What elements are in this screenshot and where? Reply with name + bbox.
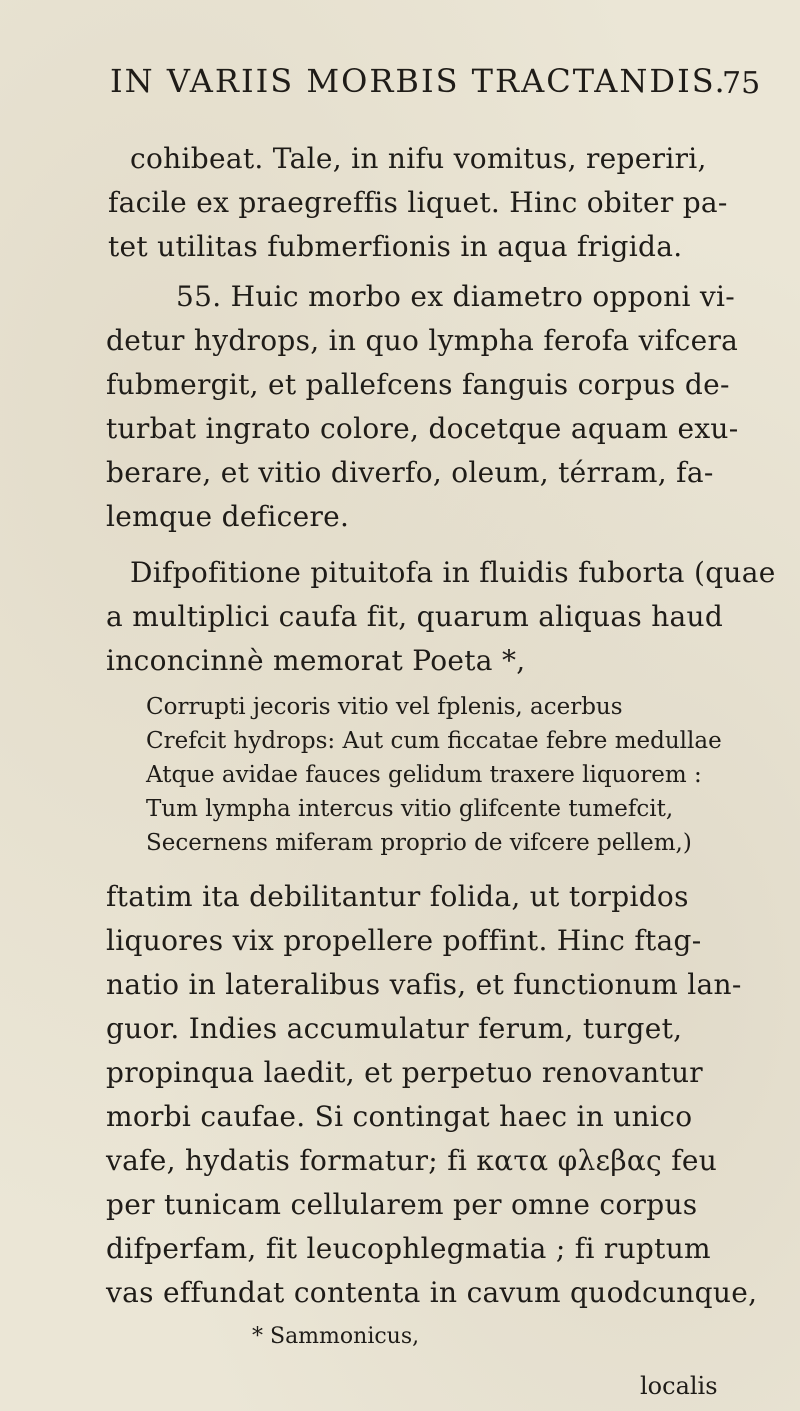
text-line: fubmergit, et pallefcens fanguis corpus de- [106,368,730,401]
text-line: berare, et vitio diverfo, oleum, térram, fa- [106,456,714,489]
text-line: cohibeat. Tale, in nifu vomitus, reperiri, [130,142,707,175]
page-number: 75 [722,66,761,101]
text-line: vafe, hydatis formatur; fi κατα φλεβας feu [106,1144,718,1177]
text-line: vas effundat contenta in cavum quodcunque, [106,1276,758,1309]
verse-line: Secernens miferam proprio de vifcere pellem,) [146,830,692,856]
text-line: tet utilitas fubmerfionis in aqua frigida. [108,230,683,263]
verse-line: Crefcit hydrops: Aut cum ficcatae febre medullae [146,728,722,754]
section-start-line: 55. Huic morbo ex diametro opponi vi- [176,280,736,313]
text-line: turbat ingrato colore, docetque aquam exu- [106,412,739,445]
text-line: morbi caufae. Si contingat haec in unico [106,1100,693,1133]
running-title: IN VARIIS MORBIS TRACTANDIS. [110,62,727,100]
text-line: guor. Indies accumulatur ferum, turget, [106,1012,683,1045]
text-line: Difpofitione pituitofa in fluidis fuborta (quae [130,556,776,589]
text-line: natio in lateralibus vafis, et functionum lan- [106,968,742,1001]
text-line: detur hydrops, in quo lympha ferofa vifcera [106,324,739,357]
verse-line: Tum lympha intercus vitio glifcente tumefcit, [146,796,674,822]
verse-line: Corrupti jecoris vitio vel fplenis, acerbus [146,694,623,720]
verse-line: Atque avidae fauces gelidum traxere liquorem : [146,762,702,788]
text-line: ftatim ita debilitantur folida, ut torpidos [106,880,689,913]
catchword: localis [640,1372,718,1400]
text-line: a multiplici caufa fit, quarum aliquas haud [106,600,724,633]
text-line: lemque deficere. [106,500,350,533]
text-line: propinqua laedit, et perpetuo renovantur [106,1056,703,1089]
text-line: per tunicam cellularem per omne corpus [106,1188,698,1221]
text-line: inconcinnè memorat Poeta *, [106,644,526,677]
text-line: facile ex praegreffis liquet. Hinc obiter pa- [108,186,728,219]
text-line: liquores vix propellere poffint. Hinc ftag- [106,924,702,957]
text-line: difperfam, fit leucophlegmatia ; fi ruptum [106,1232,711,1265]
footnote: * Sammonicus, [252,1324,420,1349]
